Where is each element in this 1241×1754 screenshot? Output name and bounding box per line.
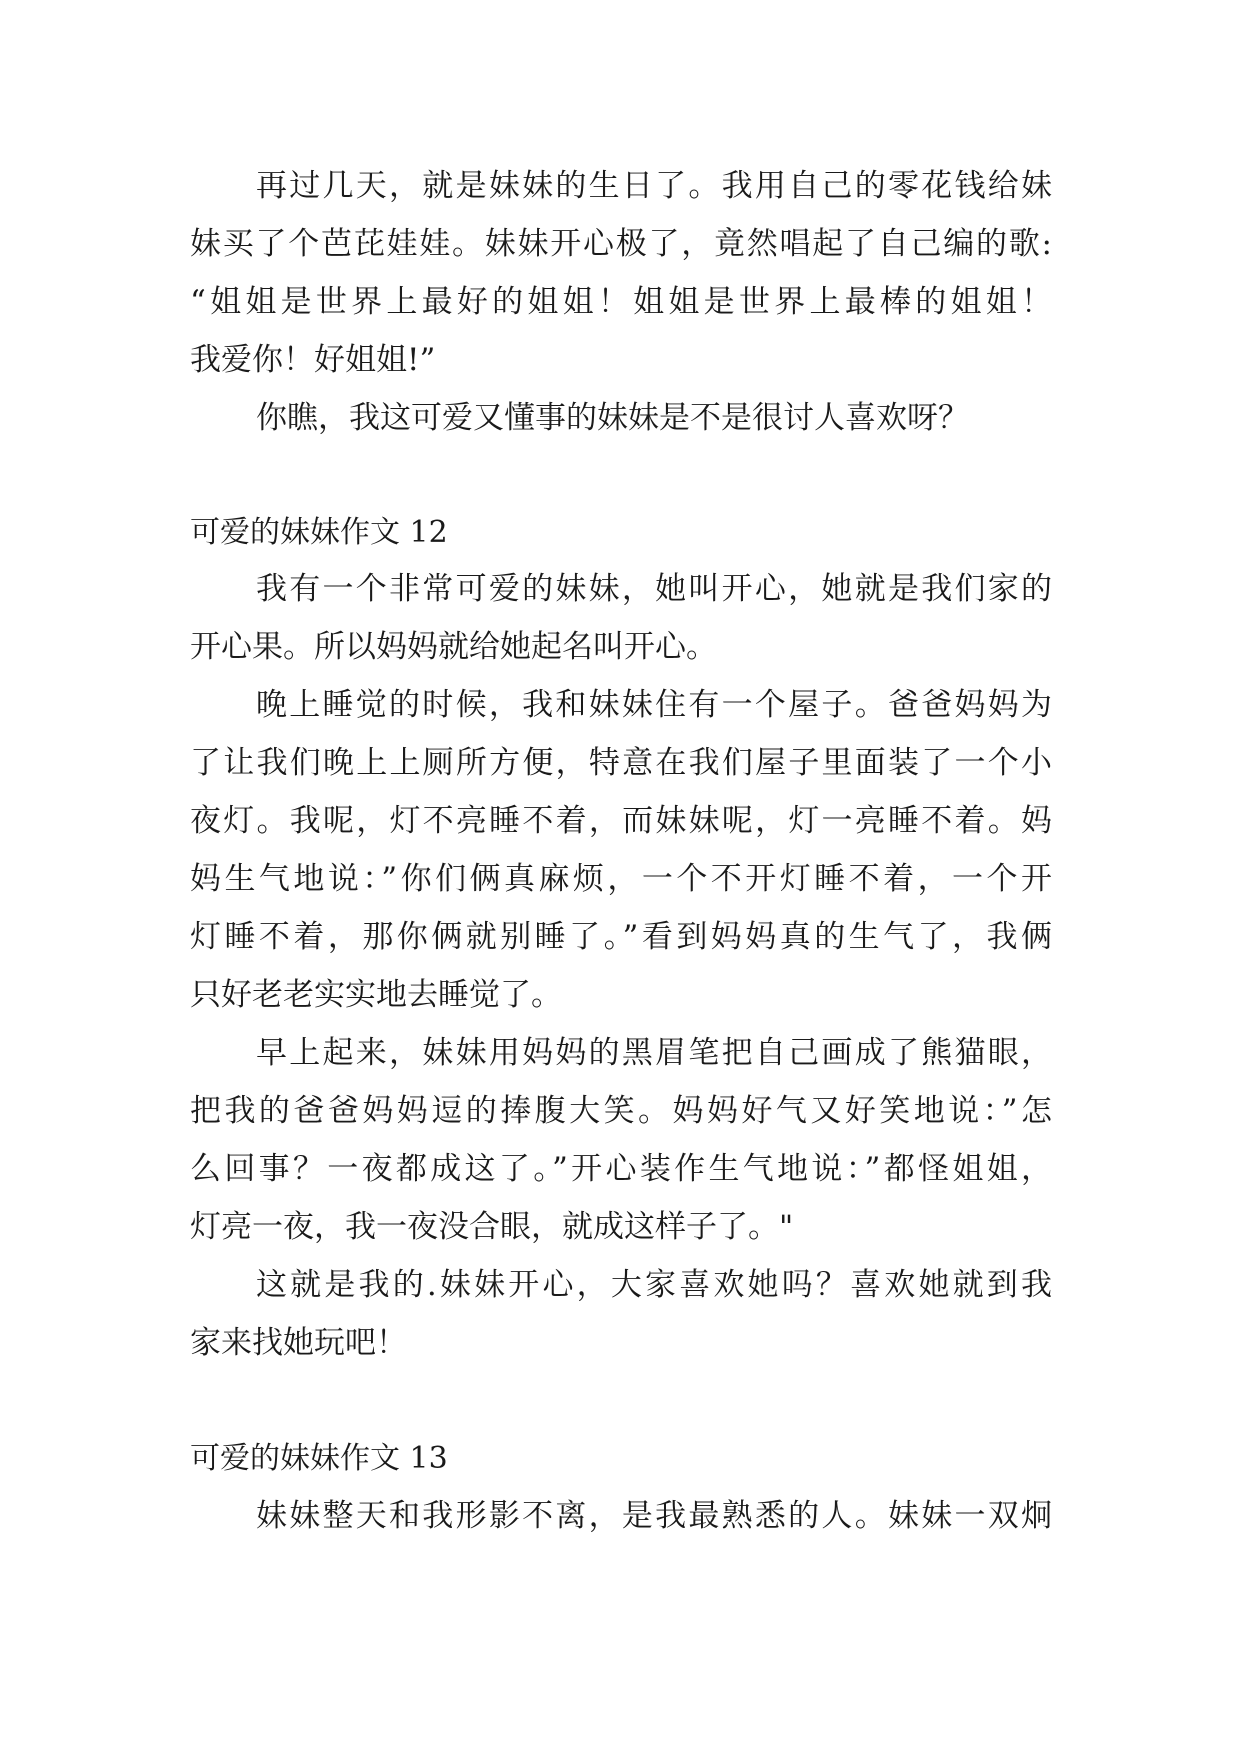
paragraph-line: 么回事？一夜都成这了。”开心装作生气地说：”都怪姐姐， — [190, 1151, 1052, 1187]
paragraph-line: 把我的爸爸妈妈逗的捧腹大笑。妈妈好气又好笑地说：”怎 — [190, 1093, 1052, 1129]
paragraph-line: “姐姐是世界上最好的姐姐！姐姐是世界上最棒的姐姐！ — [190, 284, 1052, 320]
paragraph-line: 灯亮一夜，我一夜没合眼，就成这样子了。" — [190, 1209, 794, 1245]
paragraph-line: 晚上睡觉的时候，我和妹妹住有一个屋子。爸爸妈妈为 — [256, 687, 1052, 723]
paragraph-line: 妹妹整天和我形影不离，是我最熟悉的人。妹妹一双炯 — [256, 1498, 1052, 1534]
section-heading: 可爱的妹妹作文 13 — [190, 1441, 448, 1476]
paragraph-line: 夜灯。我呢，灯不亮睡不着，而妹妹呢，灯一亮睡不着。妈 — [190, 803, 1052, 839]
paragraph-line: 我有一个非常可爱的妹妹，她叫开心，她就是我们家的 — [256, 571, 1052, 607]
paragraph-line: 开心果。所以妈妈就给她起名叫开心。 — [190, 629, 717, 665]
paragraph-line: 再过几天，就是妹妹的生日了。我用自己的零花钱给妹 — [256, 168, 1052, 204]
paragraph-line: 你瞧，我这可爱又懂事的妹妹是不是很讨人喜欢呀？ — [256, 400, 969, 436]
paragraph-line: 我爱你！好姐姐!” — [190, 342, 436, 378]
paragraph-line: 家来找她玩吧！ — [190, 1325, 407, 1361]
section-heading: 可爱的妹妹作文 12 — [190, 515, 448, 550]
paragraph-line: 早上起来，妹妹用妈妈的黑眉笔把自己画成了熊猫眼， — [256, 1035, 1052, 1071]
paragraph-line: 了让我们晚上上厕所方便，特意在我们屋子里面装了一个小 — [190, 745, 1052, 781]
paragraph-line: 这就是我的.妹妹开心，大家喜欢她吗？喜欢她就到我 — [256, 1267, 1052, 1303]
paragraph-line: 妈生气地说：”你们俩真麻烦，一个不开灯睡不着，一个开 — [190, 861, 1052, 897]
paragraph-line: 妹买了个芭芘娃娃。妹妹开心极了，竟然唱起了自己编的歌: — [190, 226, 1052, 262]
paragraph-line: 灯睡不着，那你俩就别睡了。”看到妈妈真的生气了，我俩 — [190, 919, 1052, 955]
paragraph-line: 只好老老实实地去睡觉了。 — [190, 977, 562, 1013]
